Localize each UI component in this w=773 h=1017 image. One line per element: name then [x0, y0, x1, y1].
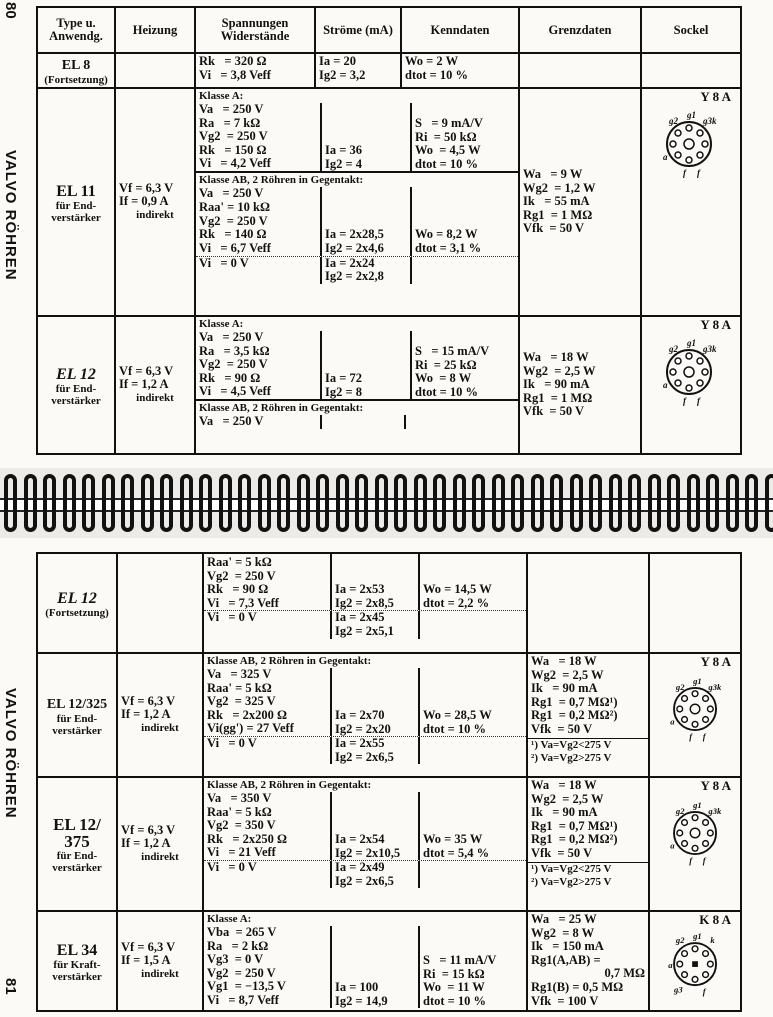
spiral-coil [297, 474, 310, 532]
value-line: Vfk = 100 V [531, 993, 599, 1008]
value-line: Vi = 6,7 Veff [199, 240, 271, 255]
value-line: Vg1 = −13,5 V [207, 979, 286, 994]
socket-type: Y 8 A [700, 317, 731, 332]
value-line: Vi = 0 V [199, 255, 249, 270]
col-header: Grenzdaten [519, 7, 641, 53]
heater-type: indirekt [141, 967, 179, 980]
spiral-coil [258, 474, 271, 532]
value-line: dtot = 10 % [405, 67, 469, 82]
value-line: Ik = 90 mA [531, 805, 598, 820]
spiral-coil [706, 474, 719, 532]
heater-current: If = 0,9 A [119, 194, 169, 209]
value-line: Vi = 0 V [207, 736, 257, 751]
table-row [37, 53, 741, 88]
value-line: Rk = 2x250 Ω [207, 831, 287, 846]
value-line: Vg2 = 250 V [199, 357, 268, 372]
table-row [37, 316, 741, 454]
svg-text:g1: g1 [687, 337, 696, 348]
value-line: Wg2 = 2,5 W [531, 667, 604, 682]
value-line: Rg1 = 0,7 MΩ¹) [531, 694, 618, 709]
heater-voltage: Vf = 6,3 V [121, 822, 176, 837]
value-line: Rk = 90 Ω [199, 370, 261, 385]
spiral-coil [414, 474, 427, 532]
bottom-page [0, 538, 773, 1017]
svg-text:g3k: g3k [703, 343, 717, 354]
svg-text:f: f [702, 731, 706, 742]
value-line: Rg1 = 1 MΩ [523, 390, 593, 405]
spiral-coil [687, 474, 700, 532]
value-line: Vba = 265 V [207, 925, 277, 939]
spiral-coil [180, 474, 193, 532]
svg-text:k: k [710, 934, 715, 945]
tube-usage: (Fortsetzung) [45, 606, 109, 619]
value-line: Ia = 2x70 [335, 708, 385, 722]
heater-current: If = 1,2 A [119, 377, 169, 392]
spiral-coil [511, 474, 524, 532]
value-line: Ia = 36 [325, 143, 362, 157]
value-line: Vi = 0 V [207, 860, 257, 875]
heater-current: If = 1,2 A [121, 707, 171, 722]
footnote: ¹) Va=Vg2<275 V [531, 738, 612, 751]
value-line: Ra = 7 kΩ [199, 115, 261, 130]
value-line: Wa = 25 W [531, 912, 597, 926]
table-row [37, 553, 741, 653]
value-line: Ig2 = 2x2,8 [325, 269, 384, 284]
spiral-coil [121, 474, 134, 532]
value-line: Wo = 11 W [423, 980, 485, 995]
class-label: Klasse AB, 2 Röhren in Gegentakt: [196, 171, 518, 187]
tube-usage: für Kraft- verstärker [52, 958, 102, 983]
value-line: Wa = 18 W [531, 654, 597, 668]
svg-text:f: f [683, 167, 686, 178]
socket-type: K 8 A [699, 912, 732, 927]
value-line: Vi(gg') = 27 Veff [207, 721, 294, 736]
socket-type: Y 8 A [700, 654, 732, 669]
table-row [37, 653, 741, 777]
top-page [0, 0, 773, 468]
class-label: Klasse A: [199, 318, 244, 330]
spiral-coil [219, 474, 232, 532]
value-line: Raa' = 10 kΩ [199, 199, 270, 214]
footnote: ²) Va=Vg2>275 V [531, 752, 612, 765]
value-line: Vfk = 50 V [531, 721, 593, 736]
spiral-coil [453, 474, 466, 532]
heater-voltage: Vf = 6,3 V [119, 363, 174, 378]
tube-socket-icon [653, 669, 739, 749]
value-line: dtot = 2,2 % [423, 595, 490, 610]
svg-text:g2: g2 [675, 805, 685, 816]
svg-text:g2: g2 [675, 934, 685, 945]
value-line: Ia = 2x49 [335, 860, 385, 875]
col-header: Type u. Anwendg. [37, 7, 115, 53]
value-line: Ik = 150 mA [531, 939, 604, 954]
value-line: Vi = 7,3 Veff [207, 595, 279, 610]
value-line: dtot = 3,1 % [415, 240, 482, 255]
socket-type: Y 8 A [700, 89, 731, 104]
value-line: S = 15 mA/V [415, 344, 490, 358]
heater-type: indirekt [136, 391, 174, 404]
value-line: Rg1 = 0,2 MΩ²) [531, 832, 618, 847]
tube-type: EL 11 [56, 182, 96, 200]
value-line: Wo = 8,2 W [415, 227, 478, 242]
value-line: Va = 250 V [199, 414, 264, 429]
svg-text:g2: g2 [675, 681, 685, 692]
tube-usage: (Fortsetzung) [44, 74, 108, 86]
value-line: dtot = 10 % [423, 993, 487, 1008]
spiral-coil [433, 474, 446, 532]
value-line: S = 9 mA/V [415, 116, 483, 130]
tube-socket-icon [645, 104, 735, 184]
value-line: Ia = 72 [325, 371, 362, 385]
tube-socket-icon [653, 927, 739, 1005]
value-line: Va = 250 V [199, 330, 264, 344]
value-line: Ri = 15 kΩ [423, 966, 485, 981]
spiral-coil [589, 474, 602, 532]
page-number: 81 [2, 978, 19, 995]
svg-text:f: f [697, 395, 700, 406]
value-line: Vi = 4,5 Veff [199, 384, 271, 399]
value-line: Vg2 = 250 V [199, 213, 268, 228]
value-line: Wa = 18 W [523, 350, 589, 365]
value-line: dtot = 10 % [415, 156, 479, 171]
svg-text:f: f [689, 731, 693, 742]
tube-usage: für End- verstärker [52, 712, 102, 737]
value-line: Rk = 140 Ω [199, 227, 267, 242]
class-label: Klasse A: [199, 90, 244, 102]
value-line: Ig2 = 2x10,5 [335, 845, 401, 860]
tube-usage: für End- verstärker [51, 199, 101, 224]
spiral-coil [336, 474, 349, 532]
spiral-coil [726, 474, 739, 532]
spiral-coil [394, 474, 407, 532]
spiral-coil [355, 474, 368, 532]
value-line: Rg1 = 1 MΩ [523, 207, 593, 222]
value-line: Wa = 9 W [523, 167, 583, 182]
spiral-coil [765, 474, 773, 532]
value-line: Vfk = 50 V [523, 221, 585, 236]
value-line: Rg1 = 0,2 MΩ²) [531, 708, 618, 723]
value-line: Ia = 2x28,5 [325, 227, 384, 242]
spiral-coil [24, 474, 37, 532]
spiral-coil [472, 474, 485, 532]
tube-type: EL 34 [56, 941, 98, 959]
value-line: Vi = 21 Veff [207, 845, 276, 860]
value-line: dtot = 5,4 % [423, 845, 490, 860]
value-line: Ia = 20 [319, 54, 356, 68]
side-title: VALVO RÖHREN [2, 688, 19, 819]
tube-usage: für End- verstärker [51, 382, 101, 407]
value-line: Ia = 2x54 [335, 832, 385, 846]
value-line: Ig2 = 2x6,5 [335, 749, 394, 764]
tube-type: EL 8 [61, 58, 91, 73]
svg-text:g1: g1 [693, 675, 702, 686]
col-header: Spannungen Widerstände [195, 7, 315, 53]
tube-table [36, 6, 742, 455]
table-row [37, 911, 741, 1011]
value-line: Ig2 = 2x20 [335, 721, 391, 736]
tube-table [36, 552, 742, 1012]
value-line: Ik = 90 mA [523, 377, 590, 392]
svg-text:g2: g2 [669, 343, 678, 354]
value-line: Rk = 320 Ω [199, 54, 267, 68]
spiral-binding [0, 468, 773, 538]
heater-voltage: Vf = 6,3 V [119, 180, 174, 195]
value-line: Vi = 4,2 Veff [199, 156, 271, 171]
spiral-coil [745, 474, 758, 532]
value-line: dtot = 10 % [415, 384, 479, 399]
value-line: dtot = 10 % [423, 721, 487, 736]
col-header: Sockel [641, 7, 741, 53]
svg-text:a: a [668, 959, 673, 970]
tube-type: EL 12/ 375 [53, 815, 101, 851]
tube-type: EL 12 [57, 589, 97, 607]
svg-text:a: a [663, 151, 668, 162]
value-line: Vi = 0 V [207, 610, 257, 625]
value-line: Ia = 100 [335, 980, 379, 994]
value-line: Rg1(A,AB) = [531, 952, 601, 967]
table-row [37, 777, 741, 911]
side-title: VALVO RÖHREN [2, 150, 19, 281]
value-line: Vg2 = 325 V [207, 694, 276, 709]
heater-current: If = 1,2 A [121, 836, 171, 851]
spiral-coil [141, 474, 154, 532]
table-row [37, 88, 741, 316]
svg-text:g3k: g3k [708, 681, 722, 692]
value-line: Vg2 = 250 V [199, 129, 268, 144]
spiral-coil [667, 474, 680, 532]
spiral-coil [492, 474, 505, 532]
value-line: Va = 350 V [207, 791, 272, 805]
spiral-coil [277, 474, 290, 532]
spiral-coil [570, 474, 583, 532]
svg-text:g3k: g3k [703, 115, 717, 126]
svg-text:g1: g1 [693, 930, 702, 941]
value-line: Wo = 8 W [415, 371, 472, 386]
svg-text:f: f [697, 167, 700, 178]
tube-socket-icon [653, 793, 739, 873]
value-line: Vi = 8,7 Veff [207, 992, 279, 1007]
spiral-coil [316, 474, 329, 532]
value-line: Rg1 = 0,7 MΩ¹) [531, 818, 618, 833]
value-line: Va = 325 V [207, 667, 272, 681]
value-line: Ig2 = 2x6,5 [335, 873, 394, 888]
value-line: Vfk = 50 V [531, 845, 593, 860]
spiral-coil [550, 474, 563, 532]
svg-text:g2: g2 [669, 115, 678, 126]
value-line: Wg2 = 8 W [531, 925, 595, 940]
value-line: Vg3 = 0 V [207, 952, 264, 967]
value-line: Ig2 = 2x8,5 [335, 595, 394, 610]
socket-type: Y 8 A [700, 778, 732, 793]
class-label: Klasse AB, 2 Röhren in Gegentakt: [207, 779, 372, 791]
spiral-coil [609, 474, 622, 532]
heater-voltage: Vf = 6,3 V [121, 693, 176, 708]
heater-voltage: Vf = 6,3 V [121, 939, 176, 954]
value-line: Ia = 2x55 [335, 736, 385, 751]
value-line: 0,7 MΩ [604, 966, 646, 981]
table-header-row [37, 7, 741, 53]
svg-text:g1: g1 [693, 799, 702, 810]
value-line: Wo = 14,5 W [423, 582, 492, 596]
value-line: Wg2 = 1,2 W [523, 180, 596, 195]
value-line: Wg2 = 2,5 W [523, 363, 596, 378]
spiral-coil [648, 474, 661, 532]
value-line: Vfk = 50 V [523, 404, 585, 419]
heater-current: If = 1,5 A [121, 953, 171, 968]
value-line: Ig2 = 3,2 [319, 67, 366, 82]
value-line: Rg1(B) = 0,5 MΩ [531, 979, 624, 994]
spiral-coil [43, 474, 56, 532]
value-line: Ra = 3,5 kΩ [199, 343, 270, 358]
heater-type: indirekt [141, 721, 179, 734]
col-header: Ströme (mA) [315, 7, 401, 53]
svg-text:f: f [702, 855, 706, 866]
value-line: Ri = 50 kΩ [415, 129, 477, 144]
value-line: Wo = 2 W [405, 54, 459, 68]
value-line: Raa' = 5 kΩ [207, 680, 272, 695]
value-line: Va = 250 V [199, 102, 264, 116]
heater-type: indirekt [141, 850, 179, 863]
tube-usage: für End- verstärker [52, 850, 102, 874]
svg-text:f: f [689, 855, 693, 866]
spiral-coil [4, 474, 17, 532]
value-line: Vg2 = 250 V [207, 965, 276, 980]
footnote: ²) Va=Vg2>275 V [531, 876, 612, 889]
tube-type: EL 12/325 [46, 696, 108, 712]
value-line: Ia = 2x53 [335, 582, 385, 596]
page-number: 80 [2, 2, 19, 19]
value-line: Ig2 = 4 [325, 156, 362, 171]
value-line: Ra = 2 kΩ [207, 938, 269, 953]
svg-text:g3k: g3k [708, 805, 722, 816]
value-line: Ri = 25 kΩ [415, 357, 477, 372]
value-line: Wo = 4,5 W [415, 143, 481, 158]
value-line: Rk = 90 Ω [207, 582, 269, 597]
value-line: Vi = 3,8 Veff [199, 67, 271, 82]
col-header: Kenndaten [401, 7, 519, 53]
svg-text:f: f [702, 986, 706, 997]
value-line: Rk = 2x200 Ω [207, 707, 287, 722]
value-line: Wg2 = 2,5 W [531, 791, 604, 806]
spiral-coil [63, 474, 76, 532]
svg-text:f: f [683, 395, 686, 406]
spiral-coil [238, 474, 251, 532]
value-line: Vg2 = 250 V [207, 568, 276, 583]
value-line: Ik = 55 mA [523, 194, 590, 209]
value-line: Wo = 28,5 W [423, 708, 492, 722]
value-line: Ia = 2x45 [335, 610, 385, 625]
tube-type: EL 12 [56, 365, 96, 383]
value-line: Ik = 90 mA [531, 681, 598, 696]
spiral-coil [102, 474, 115, 532]
value-line: Va = 250 V [199, 186, 264, 201]
svg-text:a: a [670, 715, 675, 726]
value-line: Rk = 150 Ω [199, 142, 267, 157]
value-line: Ig2 = 2x4,6 [325, 240, 384, 255]
value-line: Ig2 = 14,9 [335, 993, 388, 1008]
svg-text:g1: g1 [687, 109, 696, 120]
spiral-coil [199, 474, 212, 532]
value-line: Vg2 = 350 V [207, 818, 276, 833]
svg-text:a: a [670, 839, 675, 850]
class-label: Klasse AB, 2 Röhren in Gegentakt: [207, 655, 372, 667]
value-line: Ig2 = 8 [325, 384, 362, 399]
spiral-coil [628, 474, 641, 532]
class-label: Klasse AB, 2 Röhren in Gegentakt: [196, 399, 518, 415]
class-label: Klasse A: [207, 913, 252, 925]
value-line: Wa = 18 W [531, 778, 597, 792]
spiral-coil [82, 474, 95, 532]
col-header: Heizung [115, 7, 195, 53]
value-line: Wo = 35 W [423, 832, 483, 846]
value-line: Ia = 2x24 [325, 255, 375, 270]
spiral-coil [160, 474, 173, 532]
svg-text:g3: g3 [674, 984, 683, 995]
value-line: Raa' = 5 kΩ [207, 804, 272, 819]
svg-text:a: a [663, 379, 668, 390]
heater-type: indirekt [136, 208, 174, 221]
value-line: S = 11 mA/V [423, 953, 497, 967]
spiral-coil [531, 474, 544, 532]
value-line: Ig2 = 2x5,1 [335, 623, 394, 638]
value-line: Raa' = 5 kΩ [207, 555, 272, 569]
spiral-coil [375, 474, 388, 532]
footnote: ¹) Va=Vg2<275 V [531, 862, 612, 875]
tube-socket-icon [645, 332, 735, 412]
